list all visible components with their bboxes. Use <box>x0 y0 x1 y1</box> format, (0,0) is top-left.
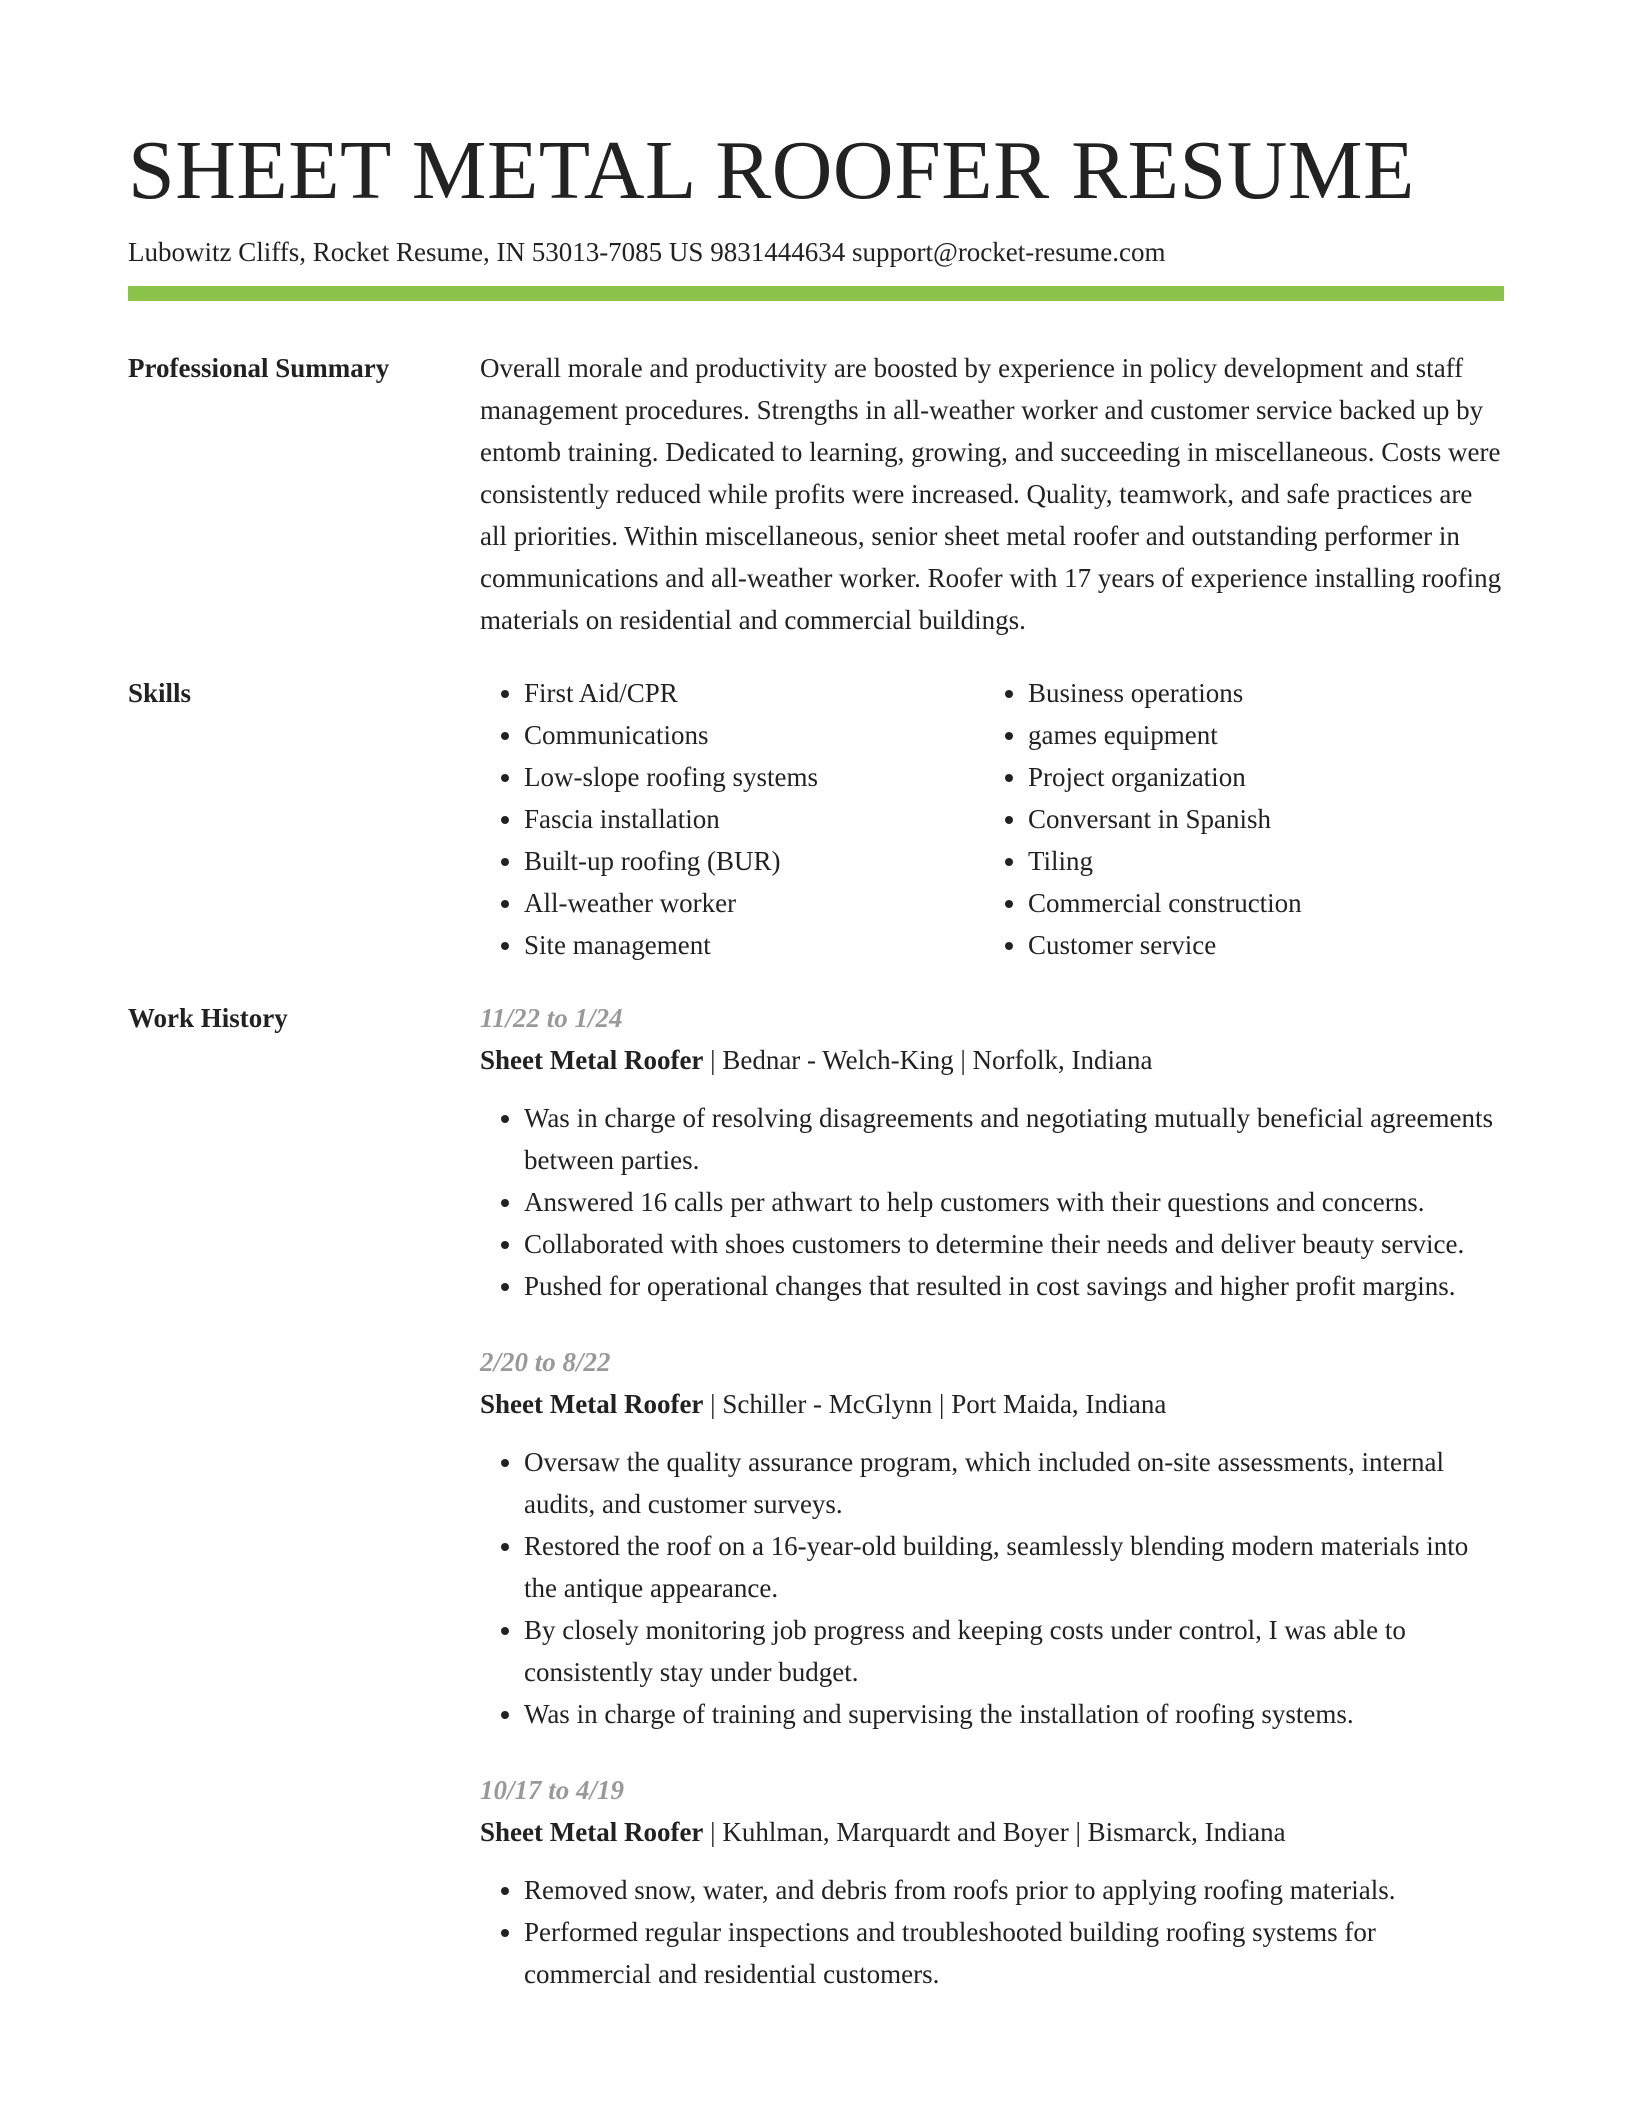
summary-section <box>128 347 1504 641</box>
summary-body <box>480 347 1504 641</box>
skill-item: • Communications <box>524 714 984 756</box>
job-bullet: • Performed regular inspections and troubleshooted building roofing systems for commercial and residential customers. <box>524 1911 1504 1995</box>
job-details: | Bednar - Welch-King | Norfolk, Indiana <box>703 1045 1153 1075</box>
resume-title: SHEET METAL ROOFER RESUME <box>128 124 1415 217</box>
job-bullet: • Collaborated with shoes customers to determine their needs and deliver beauty service. <box>524 1223 1504 1265</box>
skill-item: • All-weather worker <box>524 882 984 924</box>
job-entry <box>480 1341 1504 1735</box>
job-bullet: • Removed snow, water, and debris from roofs prior to applying roofing materials. <box>524 1869 1504 1911</box>
job-bullet: • Oversaw the quality assurance program, which included on-site assessments, internal audits, and customer surveys. <box>524 1441 1504 1525</box>
skill-item: • games equipment <box>1028 714 1488 756</box>
skills-body <box>480 672 1504 966</box>
job-bullet: • Answered 16 calls per athwart to help customers with their questions and concerns. <box>524 1181 1504 1223</box>
summary-text: Overall morale and productivity are boosted by experience in policy development and staff management procedures. Strengths in all-weather worker and customer service backed up by entomb training. Dedicated to learning, growing, and succeeding in miscellaneous. Costs were consistently reduced while profits were increased. Quality, teamwork, and safe practices are all priorities. Within miscellaneous, senior sheet metal roofer and outstanding performer in communications and all-weather worker. Roofer with 17 years of experience installing roofing materials on residential and commercial buildings. <box>480 353 1502 635</box>
skill-item: • Site management <box>524 924 984 966</box>
phone-text: 9831444634 <box>710 237 846 267</box>
skills-list-left <box>480 672 984 966</box>
job-dates: 11/22 to 1/24 <box>480 1003 623 1033</box>
skill-item: • First Aid/CPR <box>524 672 984 714</box>
skill-item: • Fascia installation <box>524 798 984 840</box>
job-dates: 10/17 to 4/19 <box>480 1775 625 1805</box>
job-details: | Kuhlman, Marquardt and Boyer | Bismarck, Indiana <box>703 1817 1286 1847</box>
job-title: Sheet Metal Roofer <box>480 1389 704 1419</box>
job-bullet: • Pushed for operational changes that resulted in cost savings and higher profit margins. <box>524 1265 1504 1307</box>
job-heading <box>480 1811 1504 1853</box>
work-history-section <box>128 997 1504 1995</box>
skills-label: Skills <box>128 678 192 708</box>
job-heading <box>480 1383 1504 1425</box>
skill-item: • Project organization <box>1028 756 1488 798</box>
skills-list-right <box>984 672 1488 966</box>
job-bullets <box>480 1097 1504 1307</box>
resume-page <box>128 118 1504 1995</box>
summary-label: Professional Summary <box>128 353 390 383</box>
email-text: support@rocket-resume.com <box>851 237 1166 267</box>
job-bullets <box>480 1441 1504 1735</box>
work-history-body <box>480 997 1504 1995</box>
address-text: Lubowitz Cliffs, Rocket Resume, IN 53013-7085 US <box>128 237 704 267</box>
job-heading <box>480 1039 1504 1081</box>
header-divider <box>128 286 1504 301</box>
job-title: Sheet Metal Roofer <box>480 1045 704 1075</box>
skills-section <box>128 672 1504 966</box>
skill-item: • Tiling <box>1028 840 1488 882</box>
job-entry <box>480 1769 1504 1995</box>
job-dates: 2/20 to 8/22 <box>480 1347 611 1377</box>
skill-item: • Business operations <box>1028 672 1488 714</box>
job-title: Sheet Metal Roofer <box>480 1817 704 1847</box>
contact-line <box>128 234 1504 270</box>
work-history-label: Work History <box>128 1003 288 1033</box>
job-details: | Schiller - McGlynn | Port Maida, Indiana <box>703 1389 1167 1419</box>
skill-item: • Conversant in Spanish <box>1028 798 1488 840</box>
job-bullets <box>480 1869 1504 1995</box>
job-bullet: • By closely monitoring job progress and keeping costs under control, I was able to consistently stay under budget. <box>524 1609 1504 1693</box>
job-bullet: • Restored the roof on a 16-year-old building, seamlessly blending modern materials into the antique appearance. <box>524 1525 1504 1609</box>
skill-item: • Low-slope roofing systems <box>524 756 984 798</box>
job-entry <box>480 997 1504 1307</box>
skill-item: • Built-up roofing (BUR) <box>524 840 984 882</box>
job-bullet: • Was in charge of resolving disagreements and negotiating mutually beneficial agreements between parties. <box>524 1097 1504 1181</box>
skill-item: • Commercial construction <box>1028 882 1488 924</box>
skill-item: • Customer service <box>1028 924 1488 966</box>
job-bullet: • Was in charge of training and supervising the installation of roofing systems. <box>524 1693 1504 1735</box>
